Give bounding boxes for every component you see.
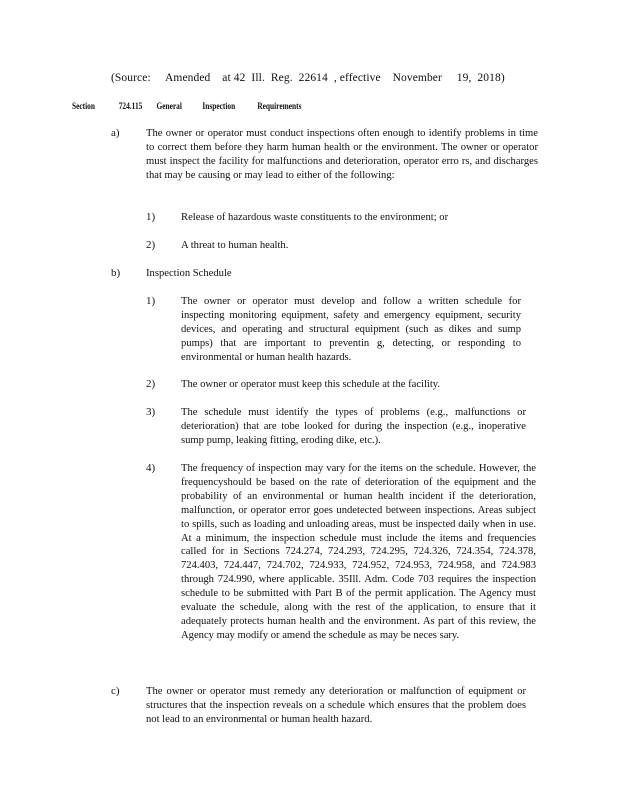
- item-b-label: b): [111, 267, 121, 279]
- item-c-text: The owner or operator must remedy any deterioration or malfunction of equipment or structures that the inspection reveals on a schedule which ensures that the problem does not lead to an environmental or human health hazard.: [146, 686, 526, 725]
- section-title-word-1: General: [156, 101, 182, 111]
- section-label: Section: [72, 101, 95, 111]
- item-b-1-text: The owner or operator must develop and follow a written schedule for inspecting monitoring equipment, safety and emergency equipment, security devices, and operating and structural equipment (such as dikes and sump pumps) that are important to preventin g, detecting, or responding to environmental or human health hazards.: [181, 296, 521, 363]
- item-a-label: a): [111, 127, 120, 139]
- item-b-2-text: The owner or operator must keep this schedule at the facility.: [181, 379, 441, 390]
- item-b-1-label: 1): [146, 295, 156, 307]
- item-b-3-text: The schedule must identify the types of problems (e.g., malfunctions or deterioration) that are tobe looked for during the inspection (e.g., inoperative sump pump, leaking fitting, eroding dike, etc.).: [181, 407, 526, 446]
- section-number: 724.115: [118, 101, 143, 111]
- item-b-3-label: 3): [146, 406, 156, 418]
- item-b-2-label: 2): [146, 378, 156, 390]
- item-b-heading: Inspection Schedule: [146, 268, 232, 279]
- item-b-4-label: 4): [146, 462, 156, 474]
- item-a-1-label: 1): [146, 211, 156, 223]
- item-a-2-text: A threat to human health.: [181, 240, 289, 251]
- item-a-text: The owner or operator must conduct inspections often enough to identify problems in time to correct them before they harm human health or the environment. The owner or operator must inspect the facility for malfunctions and deterioration, operator erro rs, and discharges that may be causing or may lead to either of the following:: [146, 128, 538, 181]
- section-title-word-2: Inspection: [202, 101, 236, 111]
- section-title-word-3: Requirements: [257, 101, 302, 111]
- source-note: (Source: Amended at 42 Ill. Reg. 22614 , effective November 19, 2018): [111, 72, 505, 84]
- item-b-4-text: The frequency of inspection may vary for the items on the schedule. However, the frequencyshould be based on the rate of deterioration of the equipment and the probability of an environmental or human health incident if the deterioration, malfunction, or operator error goes undetected between inspections. Areas subject to spills, such as loading and unloading areas, must be inspected daily when in use. At a minimum, the inspection schedule must include the items and frequencies called for in Sections 724.274, 724.293, 724.295, 724.326, 724.354, 724.378, 724.403, 724.447, 724.702, 724.933, 724.952, 724.953, 724.958, and 724.983 through 724.990, where applicable. 35Ill. Adm. Code 703 requires the inspection schedule to be submitted with Part B of the permit application. The Agency must evaluate the schedule, along with the rest of the application, to ensure that it adequately protects human health and the environment. As part of this review, the Agency may modify or amend the schedule as may be neces sary.: [181, 463, 536, 641]
- item-a-1-text: Release of hazardous waste constituents to the environment; or: [181, 212, 449, 223]
- item-a-2-label: 2): [146, 239, 156, 251]
- item-c-label: c): [111, 685, 120, 697]
